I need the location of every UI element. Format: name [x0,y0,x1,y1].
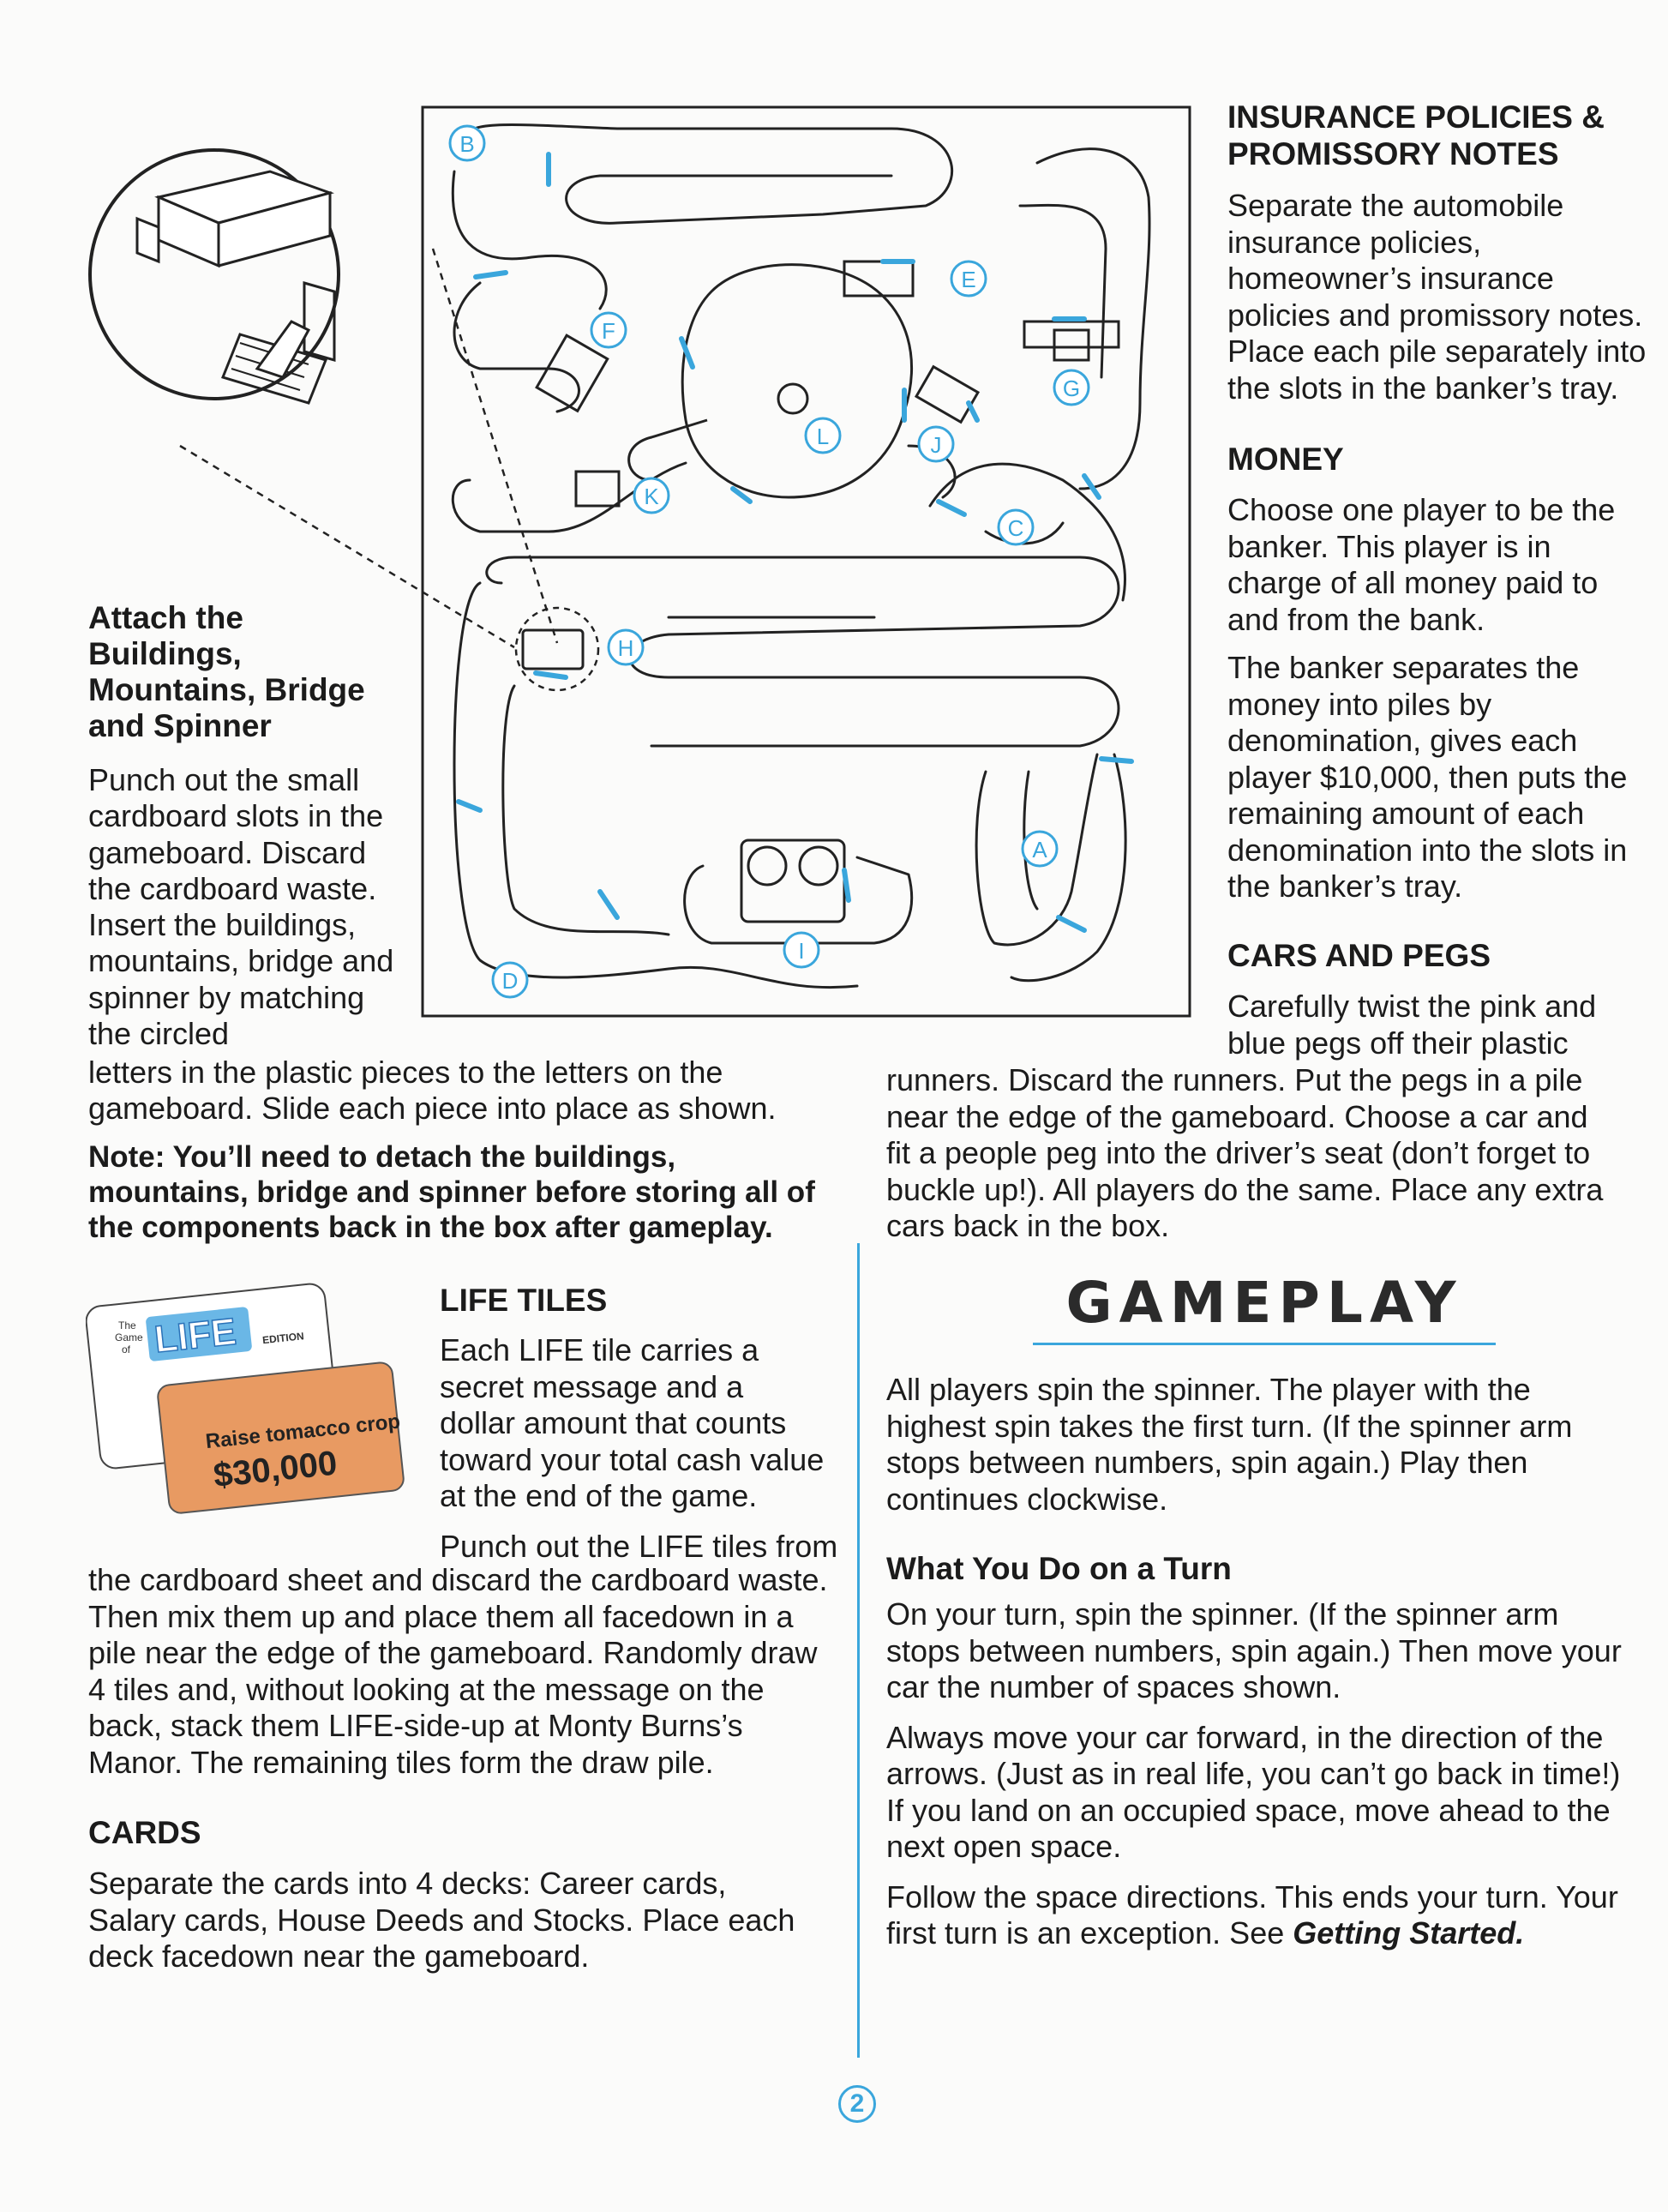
life-tiles-p1: Each LIFE tile carries a secret message and a dollar amount that counts toward your total cash value at the end of the game. [440,1332,825,1513]
letter-f: F [602,318,615,344]
cards-section [88,1814,808,1975]
gameplay-underline [1033,1343,1496,1345]
assembly-note [88,1139,843,1245]
gameplay-intro: All players spin the spinner. The player with the highest spin takes the first turn. (If the spinner arm stops between numbers, spin again.) Play then continues clockwise. [886,1372,1573,1517]
turn-heading: What You Do on a Turn [886,1551,1232,1586]
money-section [1227,441,1647,905]
assembly-heading [88,600,397,744]
money-p1: Choose one player to be the banker. This player is in charge of all money paid to and from the bank. [1227,492,1616,637]
assembly-body-wide [88,1055,834,1127]
board-buildings [523,261,1119,922]
letter-g: G [1062,376,1081,401]
gameplay-title: GAMEPLAY [1065,1270,1463,1336]
letter-j: J [930,432,942,458]
money-heading: MONEY [1227,442,1344,477]
assembly-body-narrow [88,762,405,1052]
life-tiles-section [440,1282,838,1565]
tile-logo-life: LIFE [152,1310,238,1361]
tile-logo-the: The [118,1319,136,1331]
insurance-heading: INSURANCE POLICIES & PROMISSORY NOTES [1227,99,1605,171]
gameplay-title-block [1033,1269,1496,1345]
tile-amount: $30,000 [211,1444,339,1495]
cards-body: Separate the cards into 4 decks: Career cards, Salary cards, House Deeds and Stocks. Place each deck facedown near the gameboard. [88,1866,795,1974]
spinner-arm [651,420,707,437]
cars-heading: CARS AND PEGS [1227,938,1491,973]
column-divider [857,1243,860,2058]
assembly-note-text: Note: You’ll need to detach the buildings, mountains, bridge and spinner before storing all of the components back in the box after gameplay. [88,1140,815,1244]
letter-c: C [1007,515,1024,541]
page-number: 2 [849,2089,865,2118]
tile-logo-game: Game [115,1331,143,1343]
letter-e: E [961,267,976,292]
cards-heading: CARDS [88,1815,201,1850]
assembly-title: Attach the Buildings, Mountains, Bridge and Spinner [88,600,365,743]
cars-heading-block [1227,937,1647,1061]
turn-p3-text: Follow the space directions. This ends your turn. Your first turn is an exception. See [886,1878,1618,1951]
turn-p2: Always move your car forward, in the direction of the arrows. (Just as in real life, you can’t go back in time!) If you land on an occupied space, move ahead to the next open space. [886,1719,1621,1864]
tile-logo-of: of [122,1343,131,1355]
inset-magnifier [90,150,339,403]
gameplay-intro-block [886,1372,1623,1518]
letter-k: K [644,484,659,509]
letter-a: A [1032,837,1047,863]
life-tile-illustration [86,1277,429,1535]
tile-edition: EDITION [261,1330,305,1347]
cars-body-wide: runners. Discard the runners. Put the pegs in a pile near the edge of the gameboard. Choose a car and fit a people peg into the driver’s seat (don’t forget to buckle up!). All players do the same. Place any extra cars back in the box. [886,1062,1604,1243]
letter-i: I [798,938,805,964]
letter-b: B [459,131,475,157]
turn-p3 [886,1879,1623,1952]
spinner-center [778,384,807,413]
turn-p1: On your turn, spin the spinner. (If the spinner arm stops between numbers, spin again.) Then move your car the number of spaces shown. [886,1596,1622,1704]
getting-started-ref: Getting Started. [1293,1915,1525,1951]
insurance-section [1227,99,1647,406]
money-p2: The banker separates the money into piles by denomination, gives each player $10,000, then puts the remaining amount of each denomination into the slots in the banker’s tray. [1227,650,1628,904]
cars-body-narrow: Carefully twist the pink and blue pegs off their plastic [1227,989,1597,1061]
assembly-text-narrow: Punch out the small cardboard slots in the gameboard. Discard the cardboard waste. Insert the buildings, mountains, bridge and spinner by matching the circled [88,762,394,1052]
letter-d: D [501,968,519,994]
tile-message: Raise tomacco crop [204,1410,402,1454]
letter-h: H [617,635,634,661]
life-tiles-p2-rest: the cardboard sheet and discard the cardboard waste. Then mix them up and place them all facedown in a pile near the edge of the gameboard. Randomly draw 4 tiles and, without looking at the message on the back, stack them LIFE-side-up at Monty Burns’s Manor. The remaining tiles form the draw pile. [88,1562,828,1780]
letter-l: L [816,424,830,449]
cars-body-wide-block [886,1062,1615,1245]
life-tiles-rest [88,1562,834,1781]
turn-section [886,1550,1623,1952]
life-tiles-heading: LIFE TILES [440,1283,608,1318]
mountain-l [682,265,911,497]
page-number-circle [838,2085,876,2123]
assembly-text-wide: letters in the plastic pieces to the letters on the gameboard. Slide each piece into place as shown. [88,1055,777,1126]
insurance-body: Separate the automobile insurance policies, homeowner’s insurance policies and promissory notes. Place each pile separately into the slots in the banker’s tray. [1227,188,1647,406]
life-tiles-p2-first: Punch out the LIFE tiles from [440,1528,838,1564]
